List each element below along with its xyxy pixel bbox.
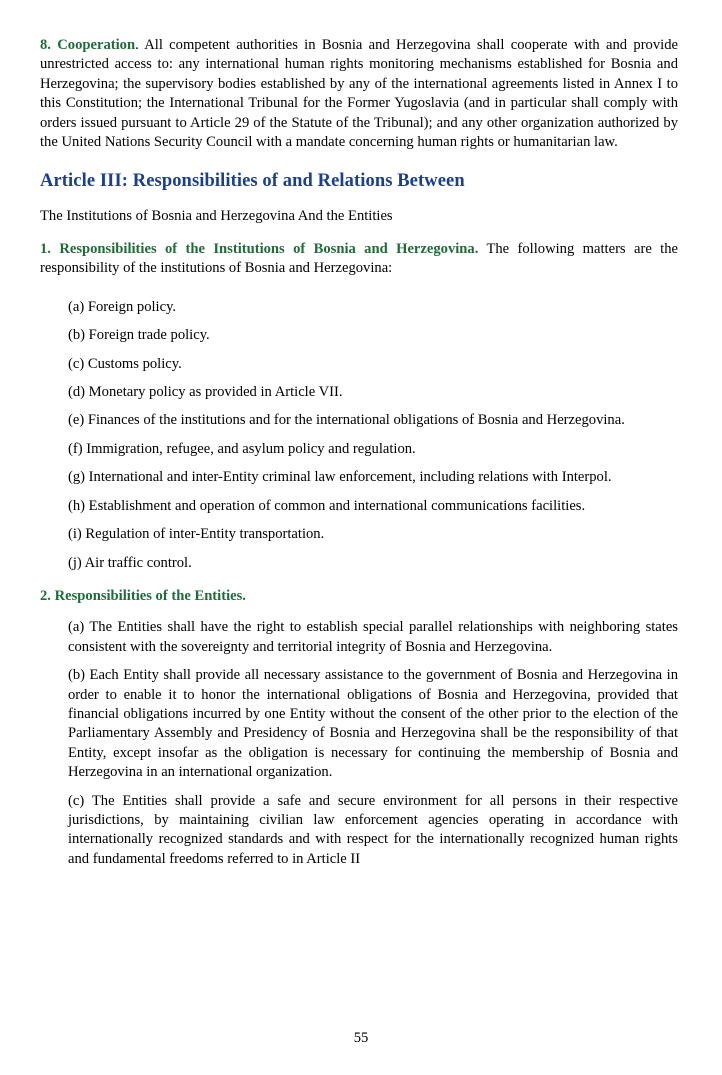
paragraph-lead-cooperation: 8. Cooperation	[40, 37, 136, 53]
list-item: (a) Foreign policy.	[68, 298, 177, 315]
list-item: (i) Regulation of inter-Entity transportation.	[68, 526, 325, 543]
paragraph-lead-suffix: .	[135, 37, 139, 53]
list-item: (g) International and inter-Entity criminal law enforcement, including relations with Interpol.	[68, 469, 612, 486]
section-2-heading	[40, 587, 678, 606]
list-item: (b) Each Entity shall provide all necessary assistance to the government of Bosnia and Herzegovina in order to enable it to honor the international obligations of Bosnia and Herzegovina, provided that financial obligations incurred by one Entity without the consent of the other prior to the election of the Parliamentary Assembly and Presidency of Bosnia and Herzegovina shall be the responsibility of that Entity, except insofar as the obligation is necessary for continuing the membership of Bosnia and Herzegovina in an international organization.	[68, 667, 678, 781]
section-1-lead: 1. Responsibilities of the Institutions of Bosnia and Herzegovina.	[40, 241, 479, 258]
section-2-lead: 2. Responsibilities of the Entities.	[40, 587, 246, 604]
list-item: (a) The Entities shall have the right to establish special parallel relationships with neighboring states consistent with the sovereignty and territorial integrity of Bosnia and Herzegovina.	[68, 619, 678, 655]
paragraph-body-cooperation: All competent authorities in Bosnia and Herzegovina shall cooperate with and provide unrestricted access to: any international human rights monitoring mechanisms established for Bosnia and Herzegovina; the supervisory bodies established by any of the international agreements listed in Annex I to this Constitution; the International Tribunal for the Former Yugoslavia (and in particular shall comply with orders issued pursuant to Article 29 of the Statute of the Tribunal); and any other organization authorized by the United Nations Security Council with a mandate concerning human rights or humanitarian law.	[40, 37, 678, 151]
article-heading: Article III: Responsibilities of and Relations Between	[40, 171, 465, 192]
list-item: (d) Monetary policy as provided in Article VII.	[68, 384, 343, 401]
list-item: (c) Customs policy.	[68, 355, 182, 372]
list-item: (e) Finances of the institutions and for the international obligations of Bosnia and Herzegovina.	[68, 412, 625, 429]
section-1-body: The following matters are the responsibility of the institutions of Bosnia and Herzegovina:	[40, 241, 678, 277]
list-item: (b) Foreign trade policy.	[68, 327, 210, 344]
page-number: 55	[353, 1030, 369, 1046]
list-item: (h) Establishment and operation of common and international communications facilities.	[68, 497, 586, 514]
list-item: (f) Immigration, refugee, and asylum policy and regulation.	[68, 440, 416, 457]
paragraph-cooperation	[40, 36, 678, 152]
list-item: (c) The Entities shall provide a safe and secure environment for all persons in their respective jurisdictions, by maintaining civilian law enforcement agencies operating in accordance with internationally recognized standards and with respect for the internationally recognized human rights and fundamental freedoms referred to in Article II	[68, 792, 678, 867]
section-1-heading-paragraph	[40, 240, 678, 279]
list-item: (j) Air traffic control.	[68, 554, 192, 571]
article-subtitle: The Institutions of Bosnia and Herzegovina And the Entities	[40, 207, 393, 224]
